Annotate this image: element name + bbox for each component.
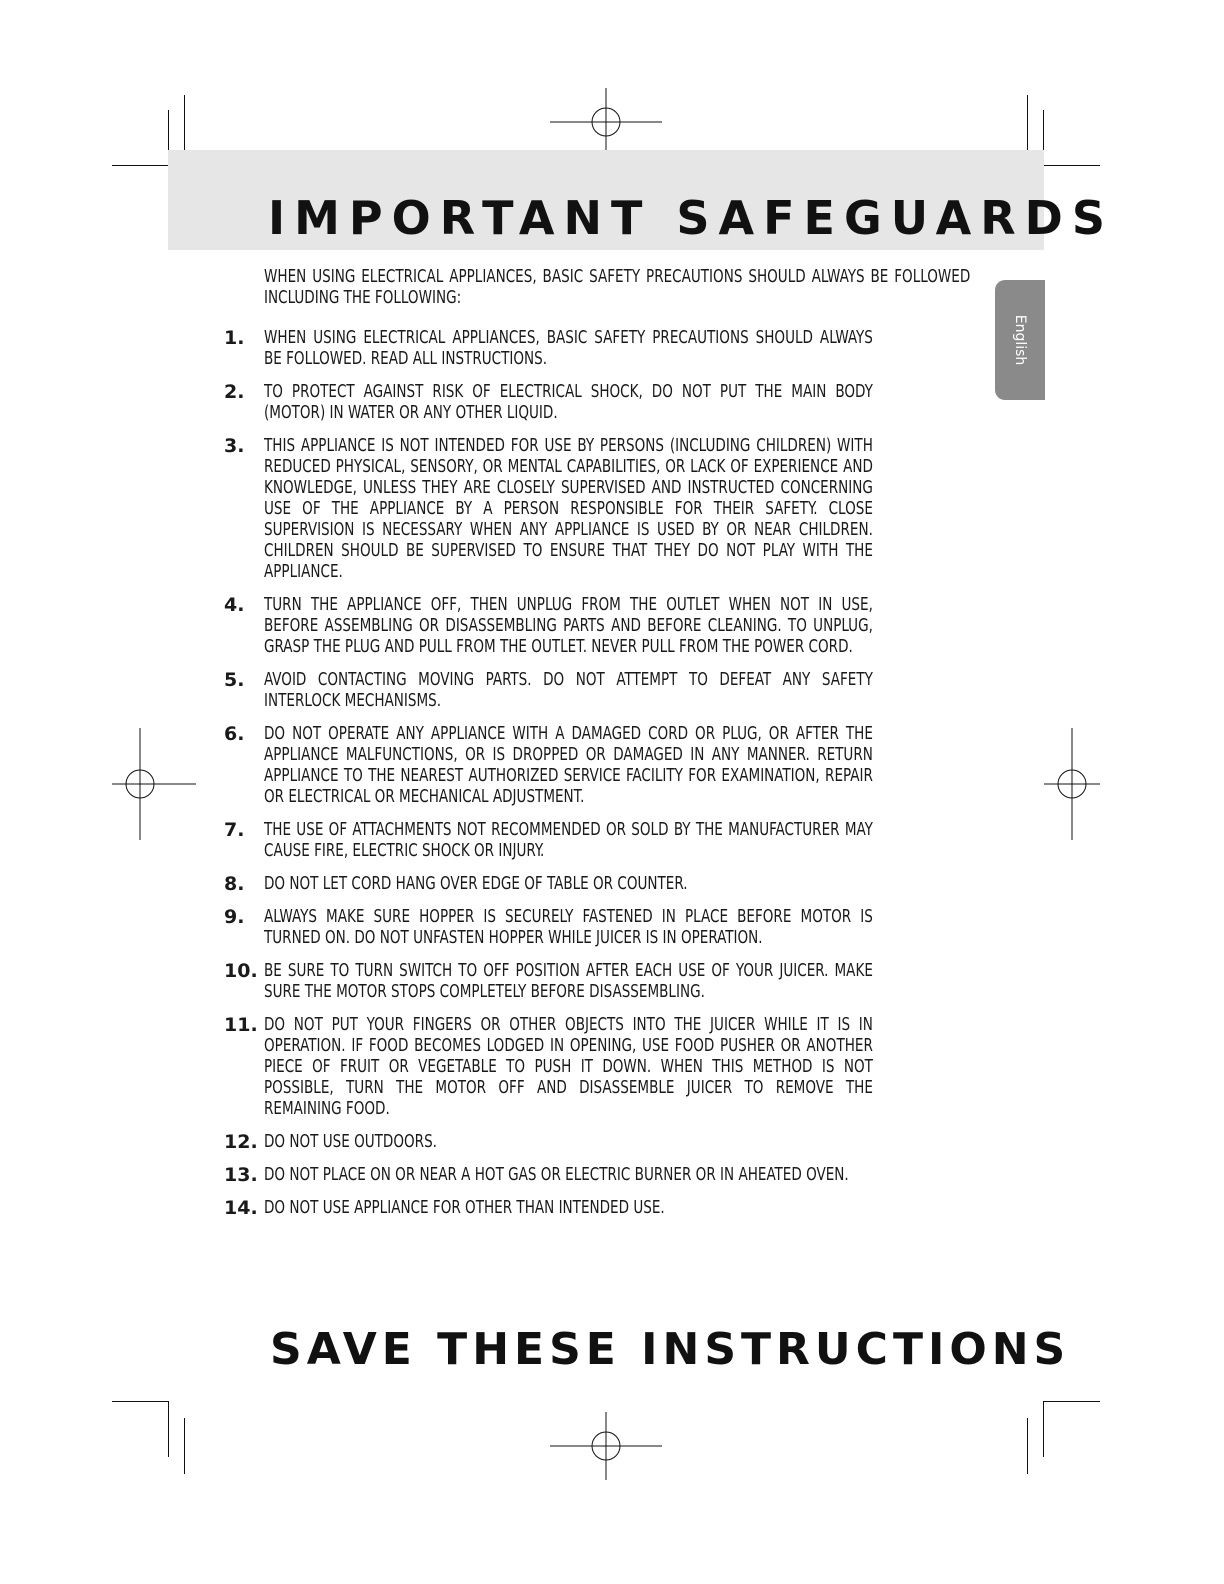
intro-paragraph xyxy=(264,267,972,309)
list-item xyxy=(224,436,972,583)
language-tab-label: English xyxy=(1012,314,1028,366)
list-item xyxy=(224,1132,972,1153)
item-text: THIS APPLIANCE IS NOT INTENDED FOR USE BY PERSONS (INCLUDING CHILDREN) WITH REDUCED PHYSICAL, SENSORY, OR MENTAL CAPABILITIES, OR LACK OF EXPERIENCE AND KNOWLEDGE, UNLESS THEY ARE CLOSELY SUPERVISED AND INSTRUCTED CONCERNING USE OF THE APPLIANCE BY A PERSON RESPONSIBLE FOR THEIR SAFETY. CLOSE SUPERVISION IS NECESSARY WHEN ANY APPLIANCE IS USED BY OR NEAR CHILDREN. CHILDREN SHOULD BE SUPERVISED TO ENSURE THAT THEY DO NOT PLAY WITH THE APPLIANCE. xyxy=(264,436,873,582)
list-item xyxy=(224,1198,972,1219)
list-item xyxy=(224,874,972,895)
item-number: 4. xyxy=(224,594,245,616)
item-text: THE USE OF ATTACHMENTS NOT RECOMMENDED OR SOLD BY THE MANUFACTURER MAY CAUSE FIRE, ELECTRIC SHOCK OR INJURY. xyxy=(264,820,873,861)
list-item xyxy=(224,1015,972,1120)
item-text: AVOID CONTACTING MOVING PARTS. DO NOT ATTEMPT TO DEFEAT ANY SAFETY INTERLOCK MECHANISMS. xyxy=(264,670,873,711)
language-tab xyxy=(995,280,1045,400)
item-text: ALWAYS MAKE SURE HOPPER IS SECURELY FASTENED IN PLACE BEFORE MOTOR IS TURNED ON. DO NOT UNFASTEN HOPPER WHILE JUICER IS IN OPERATION. xyxy=(264,907,873,948)
list-item xyxy=(224,382,972,424)
item-text: DO NOT LET CORD HANG OVER EDGE OF TABLE OR COUNTER. xyxy=(264,874,688,894)
registration-mark-left xyxy=(84,728,196,840)
item-number: 13. xyxy=(224,1164,258,1186)
item-number: 14. xyxy=(224,1197,258,1219)
list-item xyxy=(224,328,972,370)
item-number: 10. xyxy=(224,960,258,982)
crop-mark xyxy=(168,1401,169,1457)
item-number: 5. xyxy=(224,669,245,691)
crop-mark xyxy=(1027,1418,1028,1474)
item-text: TURN THE APPLIANCE OFF, THEN UNPLUG FROM THE OUTLET WHEN NOT IN USE, BEFORE ASSEMBLING OR DISASSEMBLING PARTS AND BEFORE CLEANING. TO UNPLUG, GRASP THE PLUG AND PULL FROM THE OUTLET. NEVER PULL FROM THE POWER CORD. xyxy=(264,595,873,657)
item-number: 7. xyxy=(224,819,245,841)
list-item xyxy=(224,907,972,949)
footer-title: SAVE THESE INSTRUCTIONS xyxy=(270,1324,1071,1375)
safeguards-list xyxy=(224,328,972,1231)
page-title: IMPORTANT SAFEGUARDS xyxy=(268,191,1114,245)
item-number: 1. xyxy=(224,327,245,349)
item-text: DO NOT OPERATE ANY APPLIANCE WITH A DAMAGED CORD OR PLUG, OR AFTER THE APPLIANCE MALFUNCTIONS, OR IS DROPPED OR DAMAGED IN ANY MANNER. RETURN APPLIANCE TO THE NEAREST AUTHORIZED SERVICE FACILITY FOR EXAMINATION, REPAIR OR ELECTRICAL OR MECHANICAL ADJUSTMENT. xyxy=(264,724,873,807)
item-number: 3. xyxy=(224,435,245,457)
registration-mark-bottom xyxy=(550,1390,662,1502)
list-item xyxy=(224,595,972,658)
crop-mark xyxy=(112,165,168,166)
intro-text: WHEN USING ELECTRICAL APPLIANCES, BASIC SAFETY PRECAUTIONS SHOULD ALWAYS BE FOLLOWED INCLUDING THE FOLLOWING: xyxy=(264,267,971,308)
crop-mark xyxy=(1044,1401,1100,1402)
item-text: DO NOT PLACE ON OR NEAR A HOT GAS OR ELECTRIC BURNER OR IN AHEATED OVEN. xyxy=(264,1165,849,1185)
crop-mark xyxy=(1027,95,1028,151)
item-text: BE SURE TO TURN SWITCH TO OFF POSITION AFTER EACH USE OF YOUR JUICER. MAKE SURE THE MOTOR STOPS COMPLETELY BEFORE DISASSEMBLING. xyxy=(264,961,873,1002)
crop-mark xyxy=(184,95,185,151)
item-number: 6. xyxy=(224,723,245,745)
list-item xyxy=(224,961,972,1003)
item-number: 12. xyxy=(224,1131,258,1153)
list-item xyxy=(224,1165,972,1186)
item-text: DO NOT USE OUTDOORS. xyxy=(264,1132,437,1152)
item-text: DO NOT PUT YOUR FINGERS OR OTHER OBJECTS INTO THE JUICER WHILE IT IS IN OPERATION. IF FOOD BECOMES LODGED IN OPENING, USE FOOD PUSHER OR ANOTHER PIECE OF FRUIT OR VEGETABLE TO PUSH IT DOWN. WHEN THIS METHOD IS NOT POSSIBLE, TURN THE MOTOR OFF AND DISASSEMBLE JUICER TO REMOVE THE REMAINING FOOD. xyxy=(264,1015,873,1119)
item-number: 9. xyxy=(224,906,245,928)
list-item xyxy=(224,820,972,862)
list-item xyxy=(224,724,972,808)
registration-mark-right xyxy=(1016,728,1128,840)
crop-mark xyxy=(112,1401,168,1402)
crop-mark xyxy=(1044,165,1100,166)
crop-mark xyxy=(184,1418,185,1474)
item-text: WHEN USING ELECTRICAL APPLIANCES, BASIC SAFETY PRECAUTIONS SHOULD ALWAYS BE FOLLOWED. READ ALL INSTRUCTIONS. xyxy=(264,328,873,369)
item-text: TO PROTECT AGAINST RISK OF ELECTRICAL SHOCK, DO NOT PUT THE MAIN BODY (MOTOR) IN WATER OR ANY OTHER LIQUID. xyxy=(264,382,873,423)
item-text: DO NOT USE APPLIANCE FOR OTHER THAN INTENDED USE. xyxy=(264,1198,665,1218)
crop-mark xyxy=(1043,1401,1044,1457)
item-number: 2. xyxy=(224,381,245,403)
item-number: 8. xyxy=(224,873,245,895)
item-number: 11. xyxy=(224,1014,258,1036)
list-item xyxy=(224,670,972,712)
